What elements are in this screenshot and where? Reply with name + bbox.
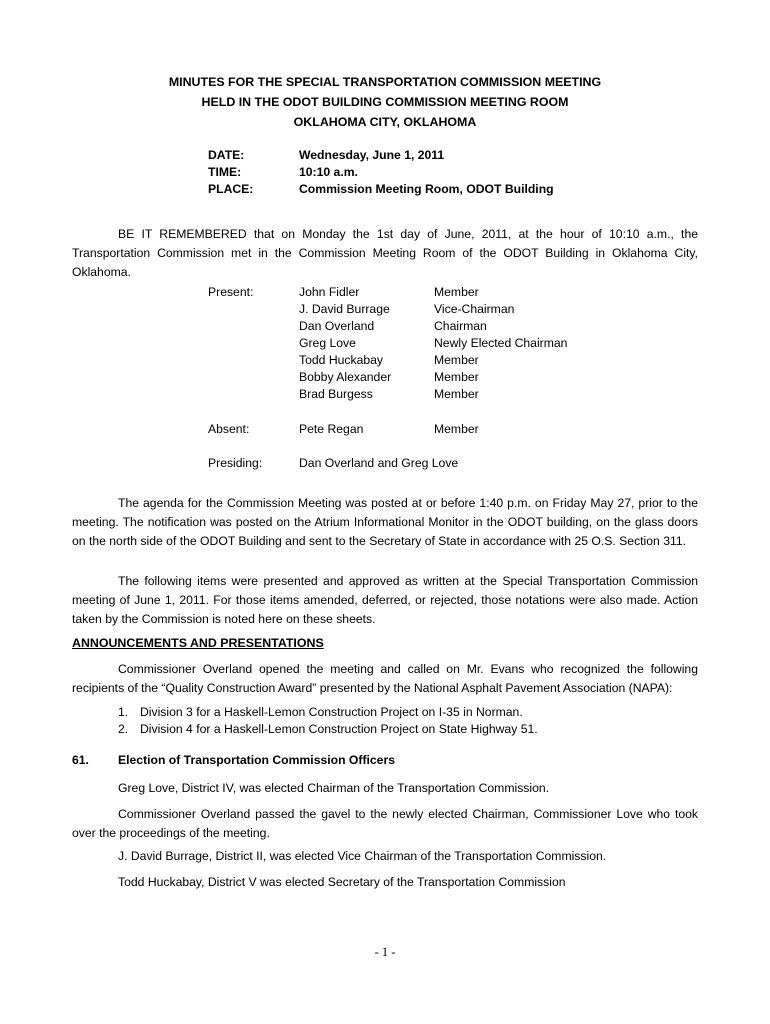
list-item	[118, 704, 523, 721]
presiding-names: Dan Overland and Greg Love	[299, 456, 459, 470]
attendee-name: John Fidler	[299, 285, 360, 299]
title-line-1: MINUTES FOR THE SPECIAL TRANSPORTATION COMMISSION MEETING	[168, 75, 602, 89]
item-61-paragraph-4	[72, 873, 698, 892]
absent-label: Absent:	[208, 422, 250, 436]
agenda-text: The agenda for the Commission Meeting was posted at or before 1:40 p.m. on Friday May 27, prior to the meeting. The notification was posted on the Atrium Informational Monitor in the ODOT building, on the glass doors on the north side of the ODOT Building and sent to the Secretary of State in accordance with 25 O.S. Section 311.	[72, 496, 698, 548]
attendee-role: Vice-Chairman	[434, 302, 515, 316]
item-61-heading	[72, 752, 395, 769]
list-number: 1.	[118, 705, 129, 719]
attendee-role: Newly Elected Chairman	[434, 336, 568, 350]
page-number: - 1 -	[374, 945, 396, 959]
item-number: 61.	[72, 753, 89, 767]
item-text: Greg Love, District IV, was elected Chairman of the Transportation Commission.	[118, 781, 550, 795]
meta-label: TIME:	[208, 165, 242, 179]
attendee-name: Bobby Alexander	[299, 370, 392, 384]
intro-text: BE IT REMEMBERED that on Monday the 1st day of June, 2011, at the hour of 10:10 a.m., the Transportation Commission met in the Commission Meeting Room of the ODOT Building in Oklahoma City, Oklahoma.	[72, 227, 698, 279]
meta-label: PLACE:	[208, 182, 254, 196]
item-text: Commissioner Overland passed the gavel to the newly elected Chairman, Commissioner Love who took over the proceedings of the meeting.	[72, 807, 698, 840]
item-text: J. David Burrage, District II, was elected Vice Chairman of the Transportation Commission.	[118, 849, 607, 863]
items-text: The following items were presented and approved as written at the Special Transportation Commission meeting of June 1, 2011. For those items amended, deferred, or rejected, those notations were also made. Action taken by the Commission is noted here on these sheets.	[72, 574, 698, 626]
agenda-paragraph	[72, 494, 698, 551]
item-61-paragraph-2	[72, 805, 698, 843]
item-title: Election of Transportation Commission Officers	[118, 753, 395, 767]
meta-value: Wednesday, June 1, 2011	[299, 148, 445, 162]
title-line-2: HELD IN THE ODOT BUILDING COMMISSION MEETING ROOM	[201, 95, 569, 109]
attendee-role: Member	[434, 387, 479, 401]
attendee-role: Chairman	[434, 319, 487, 333]
attendee-name: Todd Huckabay	[299, 353, 384, 367]
absent-name: Pete Regan	[299, 422, 364, 436]
list-text: Division 4 for a Haskell-Lemon Construction Project on State Highway 51.	[140, 722, 538, 736]
attendee-role: Member	[434, 353, 479, 367]
meta-value: Commission Meeting Room, ODOT Building	[299, 182, 554, 196]
list-text: Division 3 for a Haskell-Lemon Construction Project on I-35 in Norman.	[140, 705, 523, 719]
meta-value: 10:10 a.m.	[299, 165, 358, 179]
attendee-role: Member	[434, 370, 479, 384]
items-paragraph	[72, 572, 698, 629]
list-item	[118, 721, 538, 738]
list-number: 2.	[118, 722, 129, 736]
announcements-heading: ANNOUNCEMENTS AND PRESENTATIONS	[72, 636, 324, 650]
presiding-label: Presiding:	[208, 456, 263, 470]
absent-role: Member	[434, 422, 479, 436]
title-line-3: OKLAHOMA CITY, OKLAHOMA	[293, 115, 477, 129]
item-61-paragraph-3	[72, 847, 698, 866]
attendee-name: Brad Burgess	[299, 387, 373, 401]
announcements-paragraph	[72, 660, 698, 698]
attendee-name: J. David Burrage	[299, 302, 390, 316]
meta-label: DATE:	[208, 148, 245, 162]
announcements-text: Commissioner Overland opened the meeting and called on Mr. Evans who recognized the following recipients of the “Quality Construction Award” presented by the National Asphalt Pavement Association (NAPA):	[72, 662, 698, 695]
item-61-paragraph-1	[72, 779, 698, 798]
attendee-role: Member	[434, 285, 479, 299]
item-text: Todd Huckabay, District V was elected Secretary of the Transportation Commission	[118, 875, 566, 889]
present-label: Present:	[208, 285, 254, 299]
intro-paragraph	[72, 225, 698, 282]
attendee-name: Dan Overland	[299, 319, 375, 333]
attendee-name: Greg Love	[299, 336, 356, 350]
